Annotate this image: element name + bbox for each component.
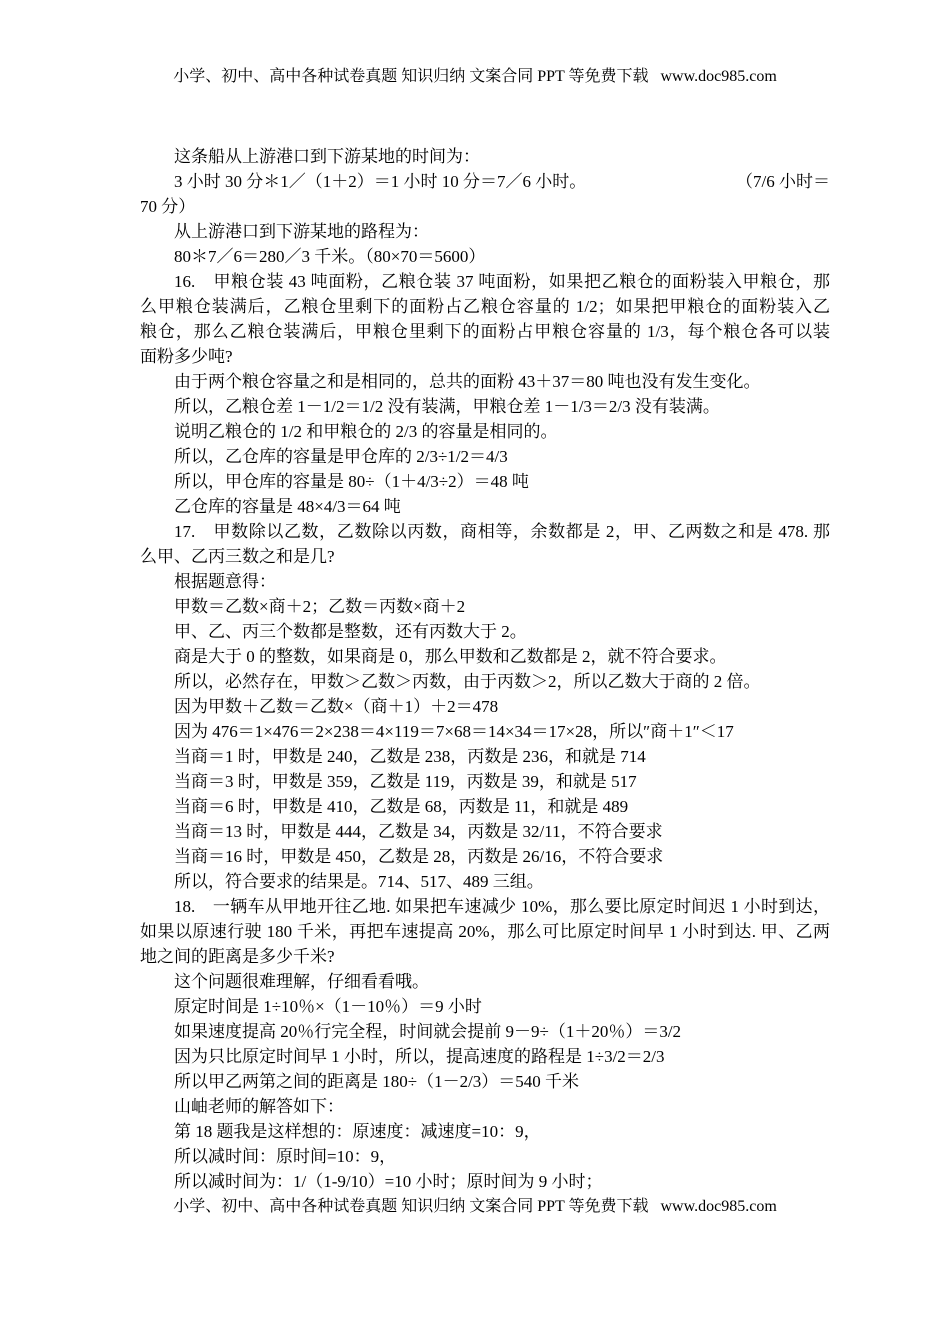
text-line: 从上游港口到下游某地的路程为： <box>174 222 429 241</box>
document-body <box>140 144 830 1194</box>
page-footer: 小学、初中、高中各种试卷真题 知识归纳 文案合同 PPT 等免费下载 www.doc985.com <box>173 1198 777 1215</box>
text-line: 所以，乙仓库的容量是甲仓库的 2/3÷1/2＝4/3 <box>174 447 508 466</box>
text-line: 当商＝6 时，甲数是 410，乙数是 68，丙数是 11，和就是 489 <box>174 797 629 816</box>
text-line: 么甲粮仓装满后，乙粮仓里剩下的面粉占乙粮仓容量的 1/2；如果把甲粮仓的面粉装入乙 <box>140 297 830 316</box>
text-line-left: 3 小时 30 分＊1／（1＋2）＝1 小时 10 分＝7／6 小时。 <box>174 172 587 191</box>
text-line: 粮仓，那么乙粮仓装满后，甲粮仓里剩下的面粉占甲粮仓容量的 1/3，每个粮仓各可以装 <box>140 322 830 341</box>
text-line: 么甲、乙丙三数之和是几? <box>140 547 335 566</box>
text-line: 这个问题很难理解，仔细看看哦。 <box>174 972 429 991</box>
text-line: 所以减时间为：1/（1-9/10）=10 小时；原时间为 9 小时； <box>174 1172 603 1191</box>
text-line: 面粉多少吨? <box>140 347 233 366</box>
text-line: 所以，必然存在，甲数＞乙数＞丙数，由于丙数＞2，所以乙数大于商的 2 倍。 <box>174 672 761 691</box>
text-line: 第 18 题我是这样想的：原速度：减速度=10：9， <box>174 1122 541 1141</box>
text-line: 70 分） <box>140 197 196 216</box>
text-line: 当商＝3 时，甲数是 359，乙数是 119，丙数是 39，和就是 517 <box>174 772 637 791</box>
text-line: 根据题意得： <box>174 572 276 591</box>
text-line: 所以减时间：原时间=10：9， <box>174 1147 397 1166</box>
text-line-right: （7/6 小时＝ <box>736 172 830 191</box>
text-line: 所以，甲仓库的容量是 80÷（1＋4/3÷2）＝48 吨 <box>174 472 529 491</box>
text-line: 因为甲数＋乙数＝乙数×（商＋1）＋2＝478 <box>174 697 499 716</box>
text-line: 当商＝1 时，甲数是 240，乙数是 238，丙数是 236，和就是 714 <box>174 747 646 766</box>
text-line: 乙仓库的容量是 48×4/3＝64 吨 <box>174 497 401 516</box>
text-line: 说明乙粮仓的 1/2 和甲粮仓的 2/3 的容量是相同的。 <box>174 422 558 441</box>
text-line: 这条船从上游港口到下游某地的时间为： <box>174 147 480 166</box>
text-line: 17. 甲数除以乙数，乙数除以丙数，商相等，余数都是 2，甲、乙两数之和是 478. 那 <box>174 522 830 541</box>
text-line: 甲、乙、丙三个数都是整数，还有丙数大于 2。 <box>174 622 527 641</box>
text-line: 商是大于 0 的整数，如果商是 0，那么甲数和乙数都是 2，就不符合要求。 <box>174 647 727 666</box>
text-line: 山岫老师的解答如下： <box>174 1097 344 1116</box>
text-line: 原定时间是 1÷10％×（1－10％）＝9 小时 <box>174 997 482 1016</box>
text-line: 所以甲乙两第之间的距离是 180÷（1－2/3）＝540 千米 <box>174 1072 580 1091</box>
text-line: 因为 476＝1×476＝2×238＝4×119＝7×68＝14×34＝17×28，所以″商＋1″＜17 <box>174 722 734 741</box>
text-line: 由于两个粮仓容量之和是相同的，总共的面粉 43＋37＝80 吨也没有发生变化。 <box>174 372 761 391</box>
text-line: 当商＝13 时，甲数是 444，乙数是 34，丙数是 32/11，不符合要求 <box>174 822 663 841</box>
text-line: 如果速度提高 20％行完全程，时间就会提前 9－9÷（1＋20％）＝3/2 <box>174 1022 682 1041</box>
text-line <box>140 169 830 194</box>
text-line: 如果以原速行驶 180 千米，再把车速提高 20%，那么可比原定时间早 1 小时到达. 甲、乙两 <box>140 922 830 941</box>
text-line: 当商＝16 时，甲数是 450，乙数是 28，丙数是 26/16，不符合要求 <box>174 847 664 866</box>
text-line: 16. 甲粮仓装 43 吨面粉，乙粮仓装 37 吨面粉，如果把乙粮仓的面粉装入甲粮仓，那 <box>174 272 830 291</box>
text-line: 80＊7／6＝280／3 千米。（80×70＝5600） <box>174 247 486 266</box>
text-line: 甲数＝乙数×商＋2；乙数＝丙数×商＋2 <box>174 597 466 616</box>
text-line: 所以，乙粮仓差 1－1/2＝1/2 没有装满，甲粮仓差 1－1/3＝2/3 没有装满。 <box>174 397 720 416</box>
text-line: 所以，符合要求的结果是。714、517、489 三组。 <box>174 872 544 891</box>
page-header: 小学、初中、高中各种试卷真题 知识归纳 文案合同 PPT 等免费下载 www.doc985.com <box>173 68 777 85</box>
text-line: 18. 一辆车从甲地开往乙地. 如果把车速减少 10%，那么要比原定时间迟 1 小时到达， <box>174 897 830 916</box>
text-line: 地之间的距离是多少千米? <box>140 947 335 966</box>
text-line: 因为只比原定时间早 1 小时，所以，提高速度的路程是 1÷3/2＝2/3 <box>174 1047 665 1066</box>
